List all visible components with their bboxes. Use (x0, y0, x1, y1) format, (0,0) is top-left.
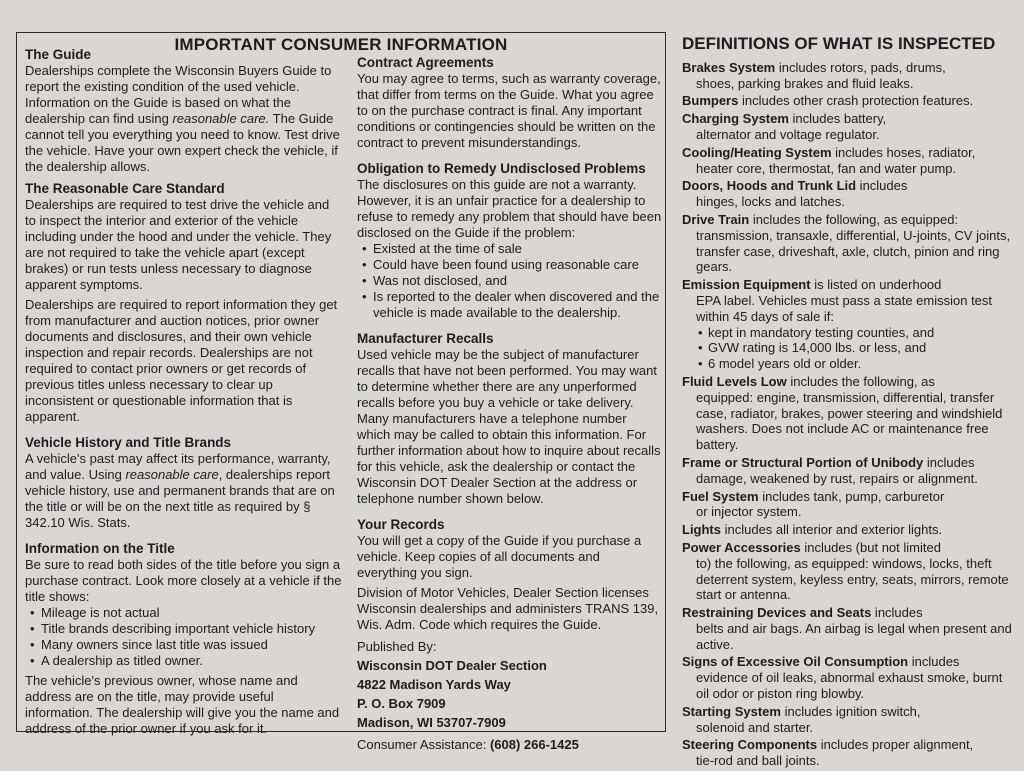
definition-item: Signs of Excessive Oil Consumption includes evidence of oil leaks, abnormal exhaust smoke, burnt oil odor or piston ring blowby. (682, 654, 1003, 702)
list-item: • kept in mandatory testing counties, and (682, 325, 1012, 341)
recalls-heading: Manufacturer Recalls (357, 331, 494, 346)
publisher-org: Wisconsin DOT Dealer Section (357, 658, 547, 673)
published-by-label: Published By: (357, 639, 437, 654)
obligation-heading: Obligation to Remedy Undisclosed Problems (357, 161, 646, 176)
definition-item: Fuel System includes tank, pump, carburetor or injector system. (682, 488, 945, 520)
left-column (25, 47, 343, 737)
definition-item: Power Accessories includes (but not limited to) the following, as equipped: windows, locks, theft deterrent system, keyless entry, seats, mirrors, remote start or antenna. (682, 539, 1009, 603)
publisher-city: Madison, WI 53707-7909 (357, 715, 506, 730)
definition-item: Lights includes all interior and exterior lights. (682, 522, 943, 538)
consumer-information-title: IMPORTANT CONSUMER INFORMATION (174, 35, 508, 54)
obligation-intro: The disclosures on this guide are not a warranty. However, it is an unfair practice for a dealership to refuse to remedy any problem that should have been disclosed on the Guide if the problem: (357, 177, 662, 240)
definition-item: Doors, Hoods and Trunk Lid includes hinges, locks and latches. (682, 178, 908, 210)
obligation-bullets (357, 241, 663, 321)
title-info-heading: Information on the Title (25, 541, 175, 556)
list-item: • Was not disclosed, and (357, 273, 663, 289)
definition-item: Starting System includes ignition switch, solenoid and starter. (682, 703, 921, 735)
list-item: • Existed at the time of sale (357, 241, 663, 257)
contract-text: You may agree to terms, such as warranty coverage, that differ from terms on the Guide. What you agree to on the purchase contract is final. Any important conditions or contingencies should be written on the contract to prevent misunderstandings. (357, 71, 661, 150)
publisher-po-box: P. O. Box 7909 (357, 696, 446, 711)
recalls-text: Used vehicle may be the subject of manufacturer recalls that have not been performed. You may want to determine whether there are any unperformed recalls before you buy a vehicle or take delivery. Many manufacturers have a telephone number which may be called to obtain this information. For further information about how to inquire about recalls for this vehicle, ask the dealership or contact the Wisconsin DOT Dealer Section at the address or telephone number shown below. (357, 347, 661, 506)
list-item: • Is reported to the dealer when discovered and the vehicle is made available to the dealership. (357, 289, 663, 321)
definitions-title: DEFINITIONS OF WHAT IS INSPECTED (682, 34, 996, 53)
records-para-2: Division of Motor Vehicles, Dealer Section licenses Wisconsin dealerships and administers TRANS 139, Wis. Adm. Code which requires the Guide. (357, 585, 659, 632)
publisher-street: 4822 Madison Yards Way (357, 677, 511, 692)
list-item: • A dealership as titled owner. (25, 653, 343, 669)
consumer-information-box (16, 32, 666, 752)
definitions-section (672, 36, 1012, 771)
consumer-assistance: Consumer Assistance: (608) 266-1425 (357, 737, 579, 752)
list-item: • Title brands describing important vehicle history (25, 621, 343, 637)
definition-item: Brakes System includes rotors, pads, drums, shoes, parking brakes and fluid leaks. (682, 59, 946, 91)
list-item: • Mileage is not actual (25, 605, 343, 621)
definition-item: Frame or Structural Portion of Unibody includes damage, weakened by rust, repairs or alignment. (682, 454, 978, 486)
emission-bullets (682, 325, 1012, 372)
the-guide-text: Dealerships complete the Wisconsin Buyers Guide to report the existing condition of the used vehicle. Information on the Guide is based on what the dealership can find using reasonable care. The Guide cannot tell you everything you need to know. Test drive the vehicle. Have your own expert check the vehicle, if the dealership allows. (25, 63, 340, 174)
vehicle-history-text: A vehicle's past may affect its performance, warranty, and value. Using reasonable care, dealerships report vehicle history, use and permanent brands that are on the title or will be on the next title as required by § 342.10 Wis. Stats. (25, 451, 335, 530)
list-item: • 6 model years old or older. (682, 356, 1012, 372)
definition-item: Fluid Levels Low includes the following, as equipped: engine, transmission, differential, transfer case, radiator, brakes, power steering and windshield washers. Does not include AC or maintenance free battery. (682, 373, 1003, 453)
reasonable-care-para-2: Dealerships are required to report information they get from manufacturer and auction notices, prior owner documents and disclosures, and their own vehicle inspection and repair records. Dealerships are not required to contact prior owners or get records of previous titles unless necessary to clear up inconsistent or questionable information that is apparent. (25, 297, 338, 424)
list-item: • GVW rating is 14,000 lbs. or less, and (682, 340, 1012, 356)
list-item: • Many owners since last title was issued (25, 637, 343, 653)
title-info-intro: Be sure to read both sides of the title before you sign a purchase contract. Look more closely at a vehicle if the title shows: (25, 557, 342, 604)
reasonable-care-heading: The Reasonable Care Standard (25, 181, 225, 196)
the-guide-heading: The Guide (25, 47, 92, 62)
vehicle-history-heading: Vehicle History and Title Brands (25, 435, 232, 450)
title-info-outro: The vehicle's previous owner, whose name and address are on the title, may provide useful information. The dealership will give you the name and address of the prior owner if you ask for it. (25, 673, 340, 736)
definition-item: Restraining Devices and Seats includes belts and air bags. An airbag is legal when present and active. (682, 605, 1012, 652)
records-heading: Your Records (357, 517, 445, 532)
definition-item: Emission Equipment is listed on underhood EPA label. Vehicles must pass a state emission test within 45 days of sale if: • kept in mandatory testing counties, and • GVW rating is 14,000 lbs. or less, and • 6 model years old or older. (672, 277, 1012, 372)
records-para-1: You will get a copy of the Guide if you purchase a vehicle. Keep copies of all documents and everything you sign. (357, 533, 642, 580)
published-by-block (357, 639, 663, 731)
middle-column (357, 55, 663, 753)
contract-heading: Contract Agreements (357, 55, 494, 70)
definition-item: Bumpers includes other crash protection features. (682, 93, 974, 109)
reasonable-care-para-1: Dealerships are required to test drive the vehicle and to inspect the interior and exterior of the vehicle including under the hood and under the vehicle. They are not required to take the vehicle apart (except brakes) or run tests unless necessary to diagnose apparent symptoms. (25, 197, 332, 292)
title-info-bullets (25, 605, 343, 669)
definition-item: Charging System includes battery, alternator and voltage regulator. (682, 111, 887, 142)
definition-item: Cooling/Heating System includes hoses, radiator, heater core, thermostat, fan and water pump. (682, 144, 976, 176)
list-item: • Could have been found using reasonable care (357, 257, 663, 273)
definition-item: Drive Train includes the following, as equipped: transmission, transaxle, differential, U-joints, CV joints, transfer case, driveshaft, axle, clutch, pinion and ring gears. (682, 211, 1011, 275)
definition-item: Steering Components includes proper alignment, tie-rod and ball joints. (682, 737, 974, 769)
